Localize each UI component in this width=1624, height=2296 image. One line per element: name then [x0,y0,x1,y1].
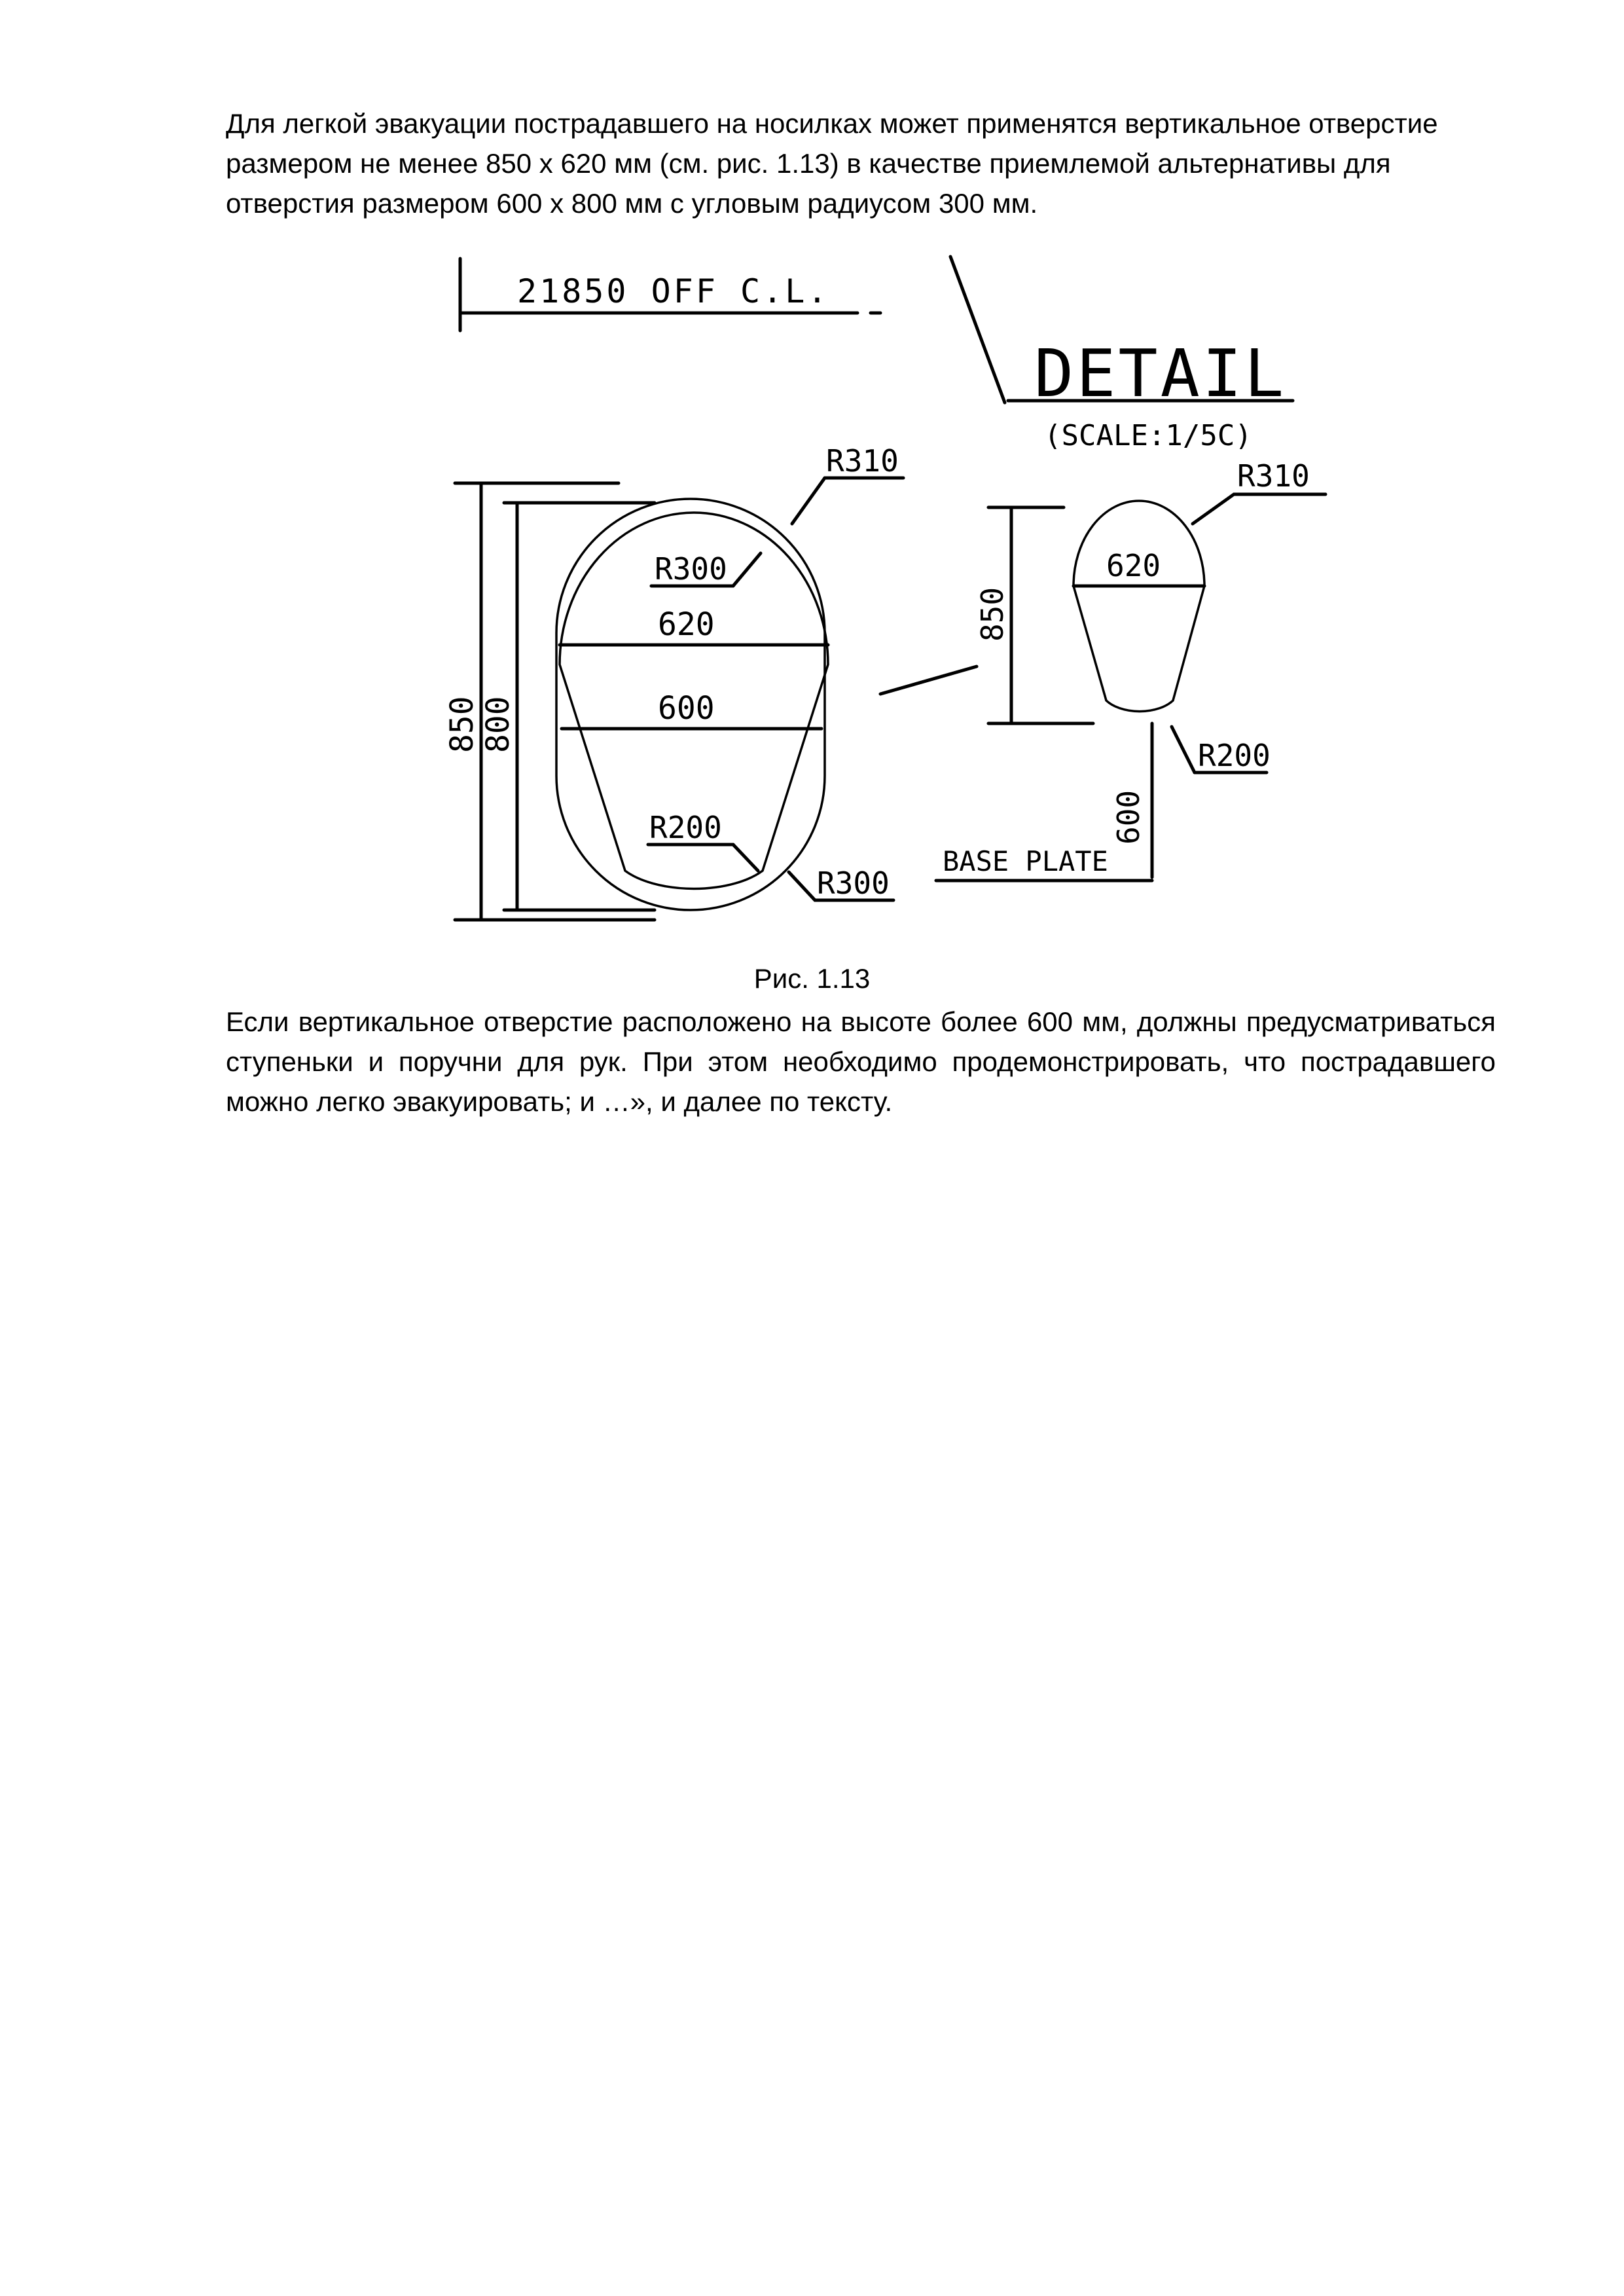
after-paragraph: Если вертикальное отверстие расположено на высоте более 600 мм, должны предусматриваться ступеньки и поручни для рук. При этом необходимо продемонстрировать, что пострадавшего можно легко эвакуировать; и …», и далее по тексту. [226,1006,1496,1117]
figure-caption: Рис. 1.13 [753,963,871,994]
left-height-outer: 850 [444,696,480,753]
left-height-inner: 800 [480,696,516,753]
left-view [444,443,903,920]
left-radius-top-outer: R310 [826,443,899,479]
left-radius-bottom-outer: R300 [817,866,890,901]
base-plate-label: BASE PLATE [943,845,1108,877]
detail-title: DETAIL [1034,335,1287,412]
left-width-upper: 620 [658,606,715,643]
right-height: 850 [975,587,1010,642]
intro-paragraph: Для легкой эвакуации пострадавшего на носилках может применятся вертикальное отверстие размером не менее 850 х 620 мм (см. рис. 1.13) в качестве приемлемой альтернативы для отверстия размером 600 х 800 мм с угловым радиусом 300 мм. [226,108,1438,219]
left-width-lower: 600 [658,690,715,727]
detail-scale: (SCALE:1/5C) [1044,419,1252,452]
right-radius-top: R310 [1237,458,1310,494]
right-elevation: 600 [1111,790,1146,845]
offset-label: 21850 OFF C.L. [517,272,830,310]
right-view [936,458,1326,881]
right-width: 620 [1106,548,1161,583]
left-radius-bottom-inner: R200 [649,810,722,845]
left-radius-top-inner: R300 [655,551,727,587]
offset-label-group [460,259,880,331]
manhole-drawing [0,0,1624,956]
detail-title-group [950,257,1293,452]
right-radius-bottom: R200 [1198,738,1271,773]
